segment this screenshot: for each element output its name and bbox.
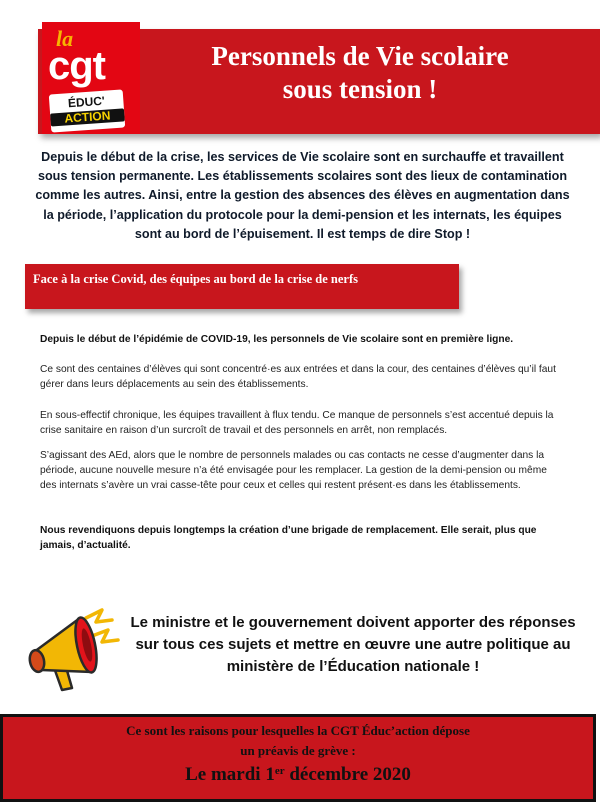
title-line-2: sous tension !	[282, 74, 438, 104]
body-paragraph-3: En sous-effectif chronique, les équipes travaillent à flux tendu. Ce manque de personnels s’est accentué depuis la crise sanitaire en raison d’un surcroît de travail et des personnels en arrêt, non remplacés.	[40, 410, 554, 437]
strike-date-suffix: décembre 2020	[284, 764, 411, 785]
logo-educaction-badge	[49, 89, 125, 132]
body-paragraph-2: Ce sont des centaines d’élèves qui sont concentré·es aux entrées et dans la cour, des centaines d’élèves qu’il faut gérer dans leurs déplacements au sein des établissements.	[40, 364, 556, 391]
footer-line-2: un préavis de grève :	[240, 743, 356, 758]
footer-line-1: Ce sont les raisons pour lesquelles la CGT Éduc’action dépose	[126, 723, 470, 738]
title-line-1: Personnels de Vie scolaire	[211, 41, 509, 71]
strike-date-prefix: Le mardi 1	[185, 764, 275, 785]
logo-action-text: ACTION	[50, 108, 125, 126]
strike-date	[0, 762, 596, 788]
body-paragraph-5: Nous revendiquons depuis longtemps la création d’une brigade de remplacement. Elle serait, plus que jamais, d’actualité.	[40, 525, 537, 552]
body-paragraph-1: Depuis le début de l’épidémie de COVID-19, les personnels de Vie scolaire sont en première ligne.	[40, 334, 514, 345]
logo-la-text: la	[56, 26, 74, 51]
megaphone-icon	[22, 600, 122, 700]
logo-cgt-text: cgt	[48, 44, 105, 88]
intro-paragraph: Depuis le début de la crise, les services de Vie scolaire sont en surchauffe et travaillent sous tension permanente. Les établissements scolaires sont des lieux de contamination comme les autres. Ainsi, entre la gestion des absences des élèves en augmentation dans la période, l’application du protocole pour la demi-pension et les internats, les équipes sont au bord de l’épuisement. Il est temps de dire Stop !	[35, 150, 570, 241]
cgt-educaction-logo	[42, 22, 140, 134]
page-title	[150, 40, 570, 106]
logo-educ-text: ÉDUC'	[67, 93, 106, 111]
section-title: Face à la crise Covid, des équipes au bord de la crise de nerfs	[33, 272, 358, 286]
body-paragraph-4: S’agissant des AEd, alors que le nombre de personnels malades ou cas contacts ne cesse d’augmenter dans la période, aucune nouvelle mesure n’a été envisagée pour les remplacer. La gestion de la demi-pension ou même des internats s’avère un vrai casse-tête pour ceux et celles qui restent présent·es dans les établissements.	[40, 450, 547, 492]
call-to-action: Le ministre et le gouvernement doivent apporter des réponses sur tous ces sujets et mettre en œuvre une autre politique au ministère de l’Éducation nationale !	[130, 614, 576, 675]
strike-date-ordinal: er	[274, 765, 285, 777]
